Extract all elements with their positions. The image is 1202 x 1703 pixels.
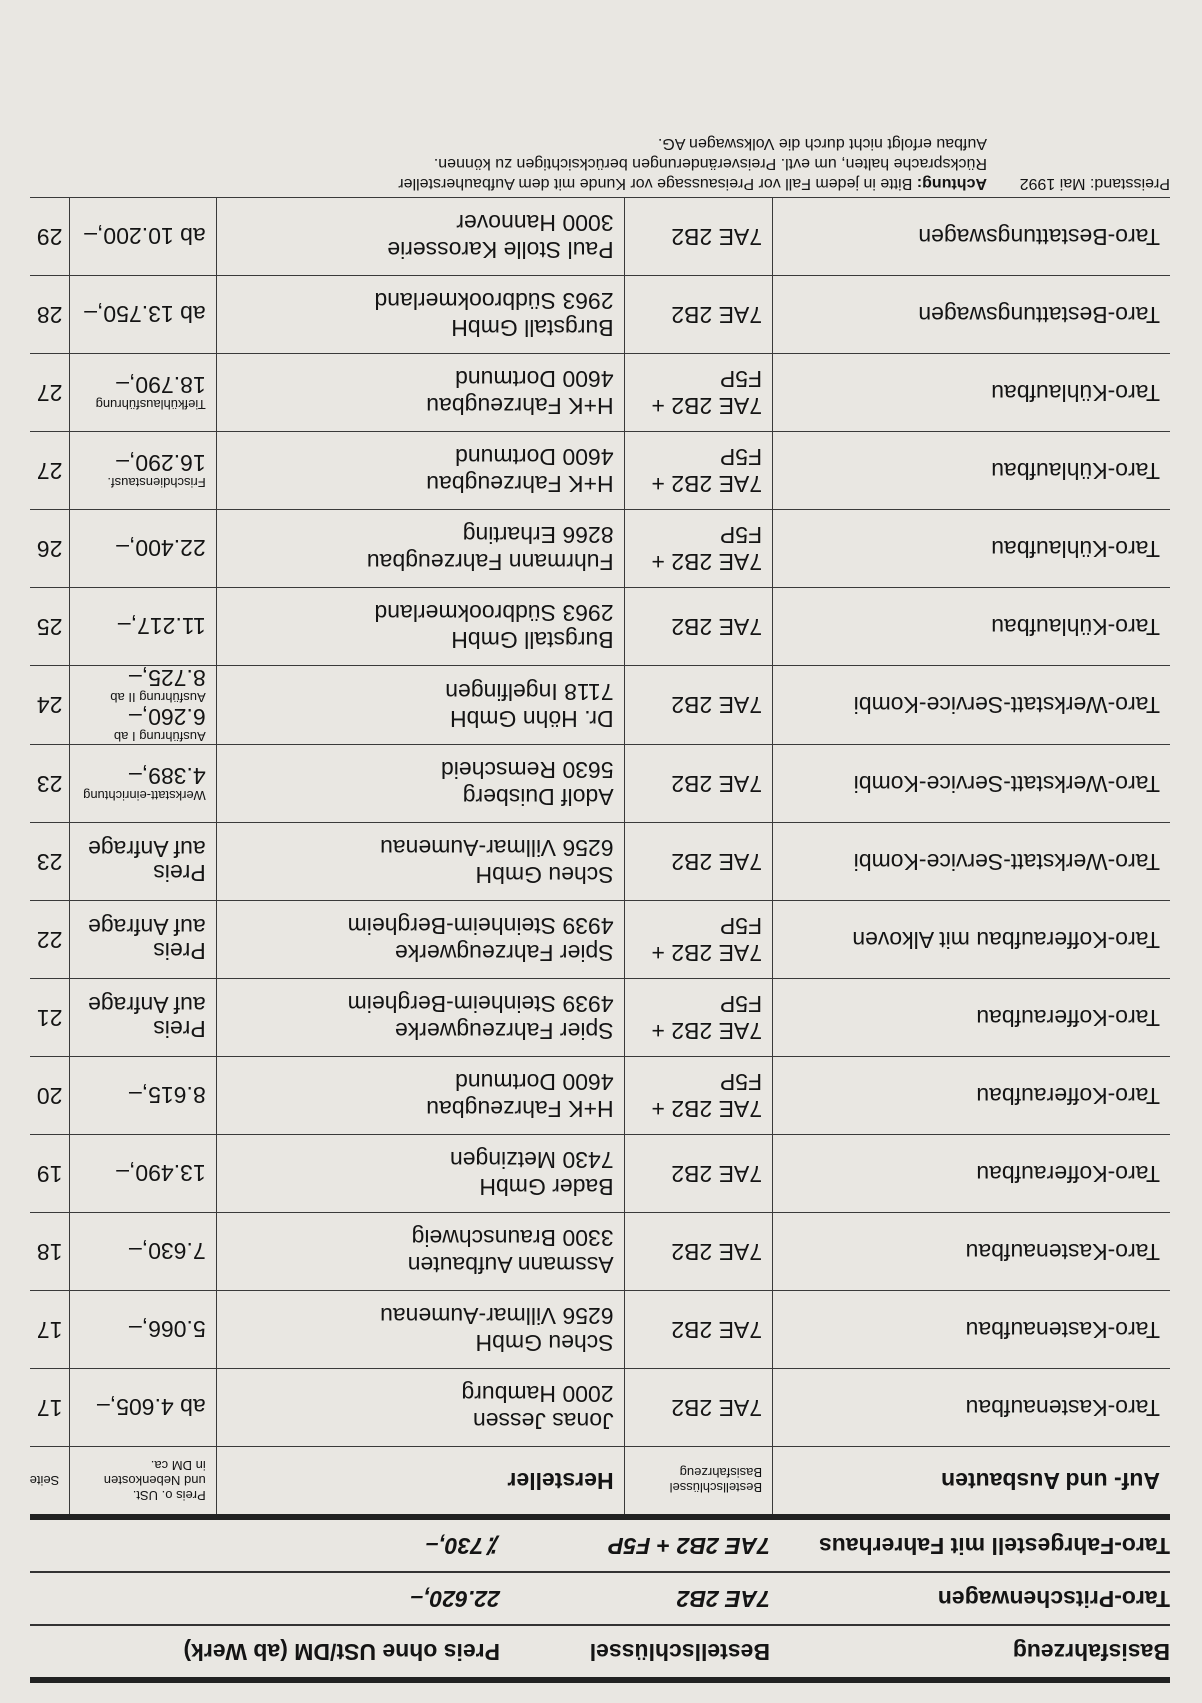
table-header-row xyxy=(30,1447,1170,1515)
price-value-2: auf Anfrage xyxy=(88,914,206,941)
cell-page: 17 xyxy=(30,1291,70,1369)
base-header-row xyxy=(30,1626,1170,1677)
cell-bodywork: Taro-Werkstatt-Service-Kombi xyxy=(773,823,1170,901)
cell-bodywork: Taro-Kastenaufbau xyxy=(773,1291,1170,1369)
cell-price xyxy=(70,979,216,1057)
table-row xyxy=(30,588,1170,666)
cell-bodywork: Taro-Kofferaufbau mit Alkoven xyxy=(773,901,1170,979)
table-row xyxy=(30,1369,1170,1447)
cell-manufacturer: Burgstall GmbH 2963 Südbrookmerland xyxy=(216,276,624,354)
cell-price xyxy=(70,823,216,901)
cell-bodywork: Taro-Werkstatt-Service-Kombi xyxy=(773,666,1170,745)
price-value: Preis xyxy=(153,860,206,887)
table-row xyxy=(30,1291,1170,1369)
cell-page: 26 xyxy=(30,510,70,588)
price-note: Tiefkühlausführung xyxy=(95,397,206,412)
cell-order-code: 7AE 2B2 xyxy=(624,666,773,745)
cell-page: 20 xyxy=(30,1057,70,1135)
th-page: Seite xyxy=(29,1473,60,1488)
cell-order-code: 7AE 2B2 xyxy=(624,1291,773,1369)
cell-order-code: 7AE 2B2 xyxy=(624,276,773,354)
cell-manufacturer: H+K Fahrzeugbau 4600 Dortmund xyxy=(216,1057,624,1135)
base-price: 22.620,– xyxy=(410,1586,500,1612)
cell-page: 28 xyxy=(30,276,70,354)
cell-bodywork: Taro-Kofferaufbau xyxy=(773,1057,1170,1135)
price-value: 22.400,– xyxy=(116,535,206,562)
notice-text-3: Aufbau erfolgt nicht durch die Volkswagen AG. xyxy=(657,135,987,152)
table-row xyxy=(30,1213,1170,1291)
cell-page: 23 xyxy=(30,823,70,901)
table-row xyxy=(30,745,1170,823)
base-code: 7AE 2B2 xyxy=(676,1586,770,1612)
th-bodywork: Auf- und Ausbauten xyxy=(773,1447,1170,1515)
cell-bodywork: Taro-Bestattungswagen xyxy=(773,276,1170,354)
price-value: 8.615,– xyxy=(128,1082,206,1109)
table-row xyxy=(30,666,1170,745)
price-note-2: Ausführung II ab xyxy=(110,690,206,705)
table-row xyxy=(30,823,1170,901)
cell-manufacturer: Bader GmbH 7430 Metzingen xyxy=(216,1135,624,1213)
cell-order-code: 7AE 2B2 + F5P xyxy=(624,354,773,432)
notice-text-1: Bitte in jedem Fall vor Preisaussage vor Kunde mit dem Aufbauhersteller xyxy=(398,175,917,192)
cell-price xyxy=(70,432,216,510)
price-value: 6.260,– xyxy=(128,704,206,730)
cell-order-code: 7AE 2B2 xyxy=(624,198,773,276)
header-order-code: Bestellschlüssel xyxy=(589,1639,770,1665)
price-value-2: auf Anfrage xyxy=(88,992,206,1019)
base-price: ⁒ 730,– xyxy=(425,1533,500,1559)
price-value: Preis xyxy=(153,1016,206,1043)
cell-order-code: 7AE 2B2 xyxy=(624,823,773,901)
cell-bodywork: Taro-Bestattungswagen xyxy=(773,198,1170,276)
cell-manufacturer: Adolf Duisberg 5630 Remscheid xyxy=(216,745,624,823)
cell-manufacturer: Spier Fahrzeugwerke 4939 Steinheim-Bergheim xyxy=(216,901,624,979)
notice-label: Achtung: xyxy=(916,175,987,192)
base-code: 7AE 2B2 + F5P xyxy=(608,1533,770,1559)
cell-bodywork: Taro-Kofferaufbau xyxy=(773,1135,1170,1213)
header-base-vehicle: Basisfahrzeug xyxy=(1012,1639,1170,1665)
price-value-2: auf Anfrage xyxy=(88,836,206,863)
cell-price xyxy=(70,1291,216,1369)
cell-manufacturer: Dr. Höhn GmbH 7118 Ingelfingen xyxy=(216,666,624,745)
cell-bodywork: Taro-Kühlaufbau xyxy=(773,510,1170,588)
cell-manufacturer: H+K Fahrzeugbau 4600 Dortmund xyxy=(216,432,624,510)
cell-page: 25 xyxy=(30,588,70,666)
cell-bodywork: Taro-Kastenaufbau xyxy=(773,1369,1170,1447)
table-row xyxy=(30,1135,1170,1213)
cell-bodywork: Taro-Kofferaufbau xyxy=(773,979,1170,1057)
price-value: ab 4.605,– xyxy=(96,1394,206,1421)
th-price: Preis o. USt. und Nebenkosten in DM ca. xyxy=(70,1447,216,1515)
bodywork-table xyxy=(30,197,1170,1514)
price-value: ab 13.750,– xyxy=(84,301,206,328)
header-price: Preis ohne USt/DM (ab Werk) xyxy=(183,1639,500,1665)
cell-order-code: 7AE 2B2 xyxy=(624,1135,773,1213)
cell-manufacturer: Paul Stolle Karosserie 3000 Hannover xyxy=(216,198,624,276)
cell-bodywork: Taro-Werkstatt-Service-Kombi xyxy=(773,745,1170,823)
cell-page: 24 xyxy=(30,666,70,745)
cell-page: 27 xyxy=(30,432,70,510)
cell-price xyxy=(70,666,216,745)
base-model: Taro-Pritschenwagen xyxy=(937,1586,1170,1612)
cell-page: 29 xyxy=(30,198,70,276)
cell-page: 17 xyxy=(30,1369,70,1447)
cell-bodywork: Taro-Kastenaufbau xyxy=(773,1213,1170,1291)
table-row xyxy=(30,432,1170,510)
cell-price xyxy=(70,276,216,354)
price-value-3: 8.725,– xyxy=(128,665,206,691)
cell-price xyxy=(70,1369,216,1447)
cell-order-code: 7AE 2B2 xyxy=(624,1369,773,1447)
cell-manufacturer: Assmann Aufbauten 3300 Braunschweig xyxy=(216,1213,624,1291)
cell-order-code: 7AE 2B2 + F5P xyxy=(624,510,773,588)
table-row xyxy=(30,276,1170,354)
cell-price xyxy=(70,510,216,588)
cell-order-code: 7AE 2B2 + F5P xyxy=(624,979,773,1057)
cell-page: 22 xyxy=(30,901,70,979)
cell-order-code: 7AE 2B2 xyxy=(624,745,773,823)
cell-bodywork: Taro-Kühlaufbau xyxy=(773,354,1170,432)
cell-page: 27 xyxy=(30,354,70,432)
table-row xyxy=(30,901,1170,979)
cell-bodywork: Taro-Kühlaufbau xyxy=(773,432,1170,510)
cell-order-code: 7AE 2B2 xyxy=(624,588,773,666)
cell-price xyxy=(70,588,216,666)
cell-price xyxy=(70,198,216,276)
table-row xyxy=(30,198,1170,276)
cell-order-code: 7AE 2B2 + F5P xyxy=(624,1057,773,1135)
notice-text-2: Rücksprache halten, um evtl. Preisveränderungen berücksichtigen zu können. xyxy=(433,155,987,172)
top-rule xyxy=(30,1677,1170,1683)
table-row xyxy=(30,354,1170,432)
cell-manufacturer: Spier Fahrzeugwerke 4939 Steinheim-Bergheim xyxy=(216,979,624,1057)
cell-order-code: 7AE 2B2 + F5P xyxy=(624,901,773,979)
price-value: 16.290,– xyxy=(116,450,206,476)
cell-price xyxy=(70,1135,216,1213)
price-note: Ausführung I ab xyxy=(113,729,206,744)
price-value: 18.790,– xyxy=(116,372,206,398)
cell-price xyxy=(70,354,216,432)
cell-page: 21 xyxy=(30,979,70,1057)
cell-page: 18 xyxy=(30,1213,70,1291)
price-note: Werkstatt-einrichtung xyxy=(83,788,206,803)
cell-manufacturer: Burgstall GmbH 2963 Südbrookmerland xyxy=(216,588,624,666)
price-value: Preis xyxy=(153,938,206,965)
table-row xyxy=(30,1057,1170,1135)
price-value: 4.389,– xyxy=(128,763,206,789)
price-note: Frischdienstausf. xyxy=(107,475,206,490)
base-vehicle-row xyxy=(30,1573,1170,1626)
cell-price xyxy=(70,1057,216,1135)
cell-price xyxy=(70,901,216,979)
base-model: Taro-Fahrgestell mit Fahrerhaus xyxy=(818,1533,1170,1559)
price-value: 5.066,– xyxy=(128,1316,206,1343)
cell-page: 19 xyxy=(30,1135,70,1213)
table-row xyxy=(30,510,1170,588)
cell-price xyxy=(70,745,216,823)
cell-manufacturer: Scheu GmbH 6256 Villmar-Aumenau xyxy=(216,1291,624,1369)
cell-manufacturer: Jonas Jessen 2000 Hamburg xyxy=(216,1369,624,1447)
price-value: 11.217,– xyxy=(117,613,206,640)
cell-manufacturer: Scheu GmbH 6256 Villmar-Aumenau xyxy=(216,823,624,901)
cell-order-code: 7AE 2B2 + F5P xyxy=(624,432,773,510)
cell-page: 23 xyxy=(30,745,70,823)
cell-manufacturer: H+K Fahrzeugbau 4600 Dortmund xyxy=(216,354,624,432)
cell-manufacturer: Fuhrmann Fahrzeugbau 8266 Erharting xyxy=(216,510,624,588)
cell-bodywork: Taro-Kühlaufbau xyxy=(773,588,1170,666)
price-date: Preisstand: Mai 1992 xyxy=(1019,175,1170,192)
price-value: 7.630,– xyxy=(128,1238,206,1265)
th-manufacturer: Hersteller xyxy=(216,1447,624,1515)
table-body xyxy=(30,198,1170,1447)
notice xyxy=(30,133,995,193)
footer xyxy=(30,133,1170,193)
price-value: 13.490,– xyxy=(116,1160,206,1187)
cell-order-code: 7AE 2B2 xyxy=(624,1213,773,1291)
base-vehicle-row xyxy=(30,1514,1170,1573)
price-value: ab 10.200,– xyxy=(84,223,206,250)
table-row xyxy=(30,979,1170,1057)
th-order-code: Bestellschlüssel Basisfahrzeug xyxy=(624,1447,773,1515)
cell-price xyxy=(70,1213,216,1291)
